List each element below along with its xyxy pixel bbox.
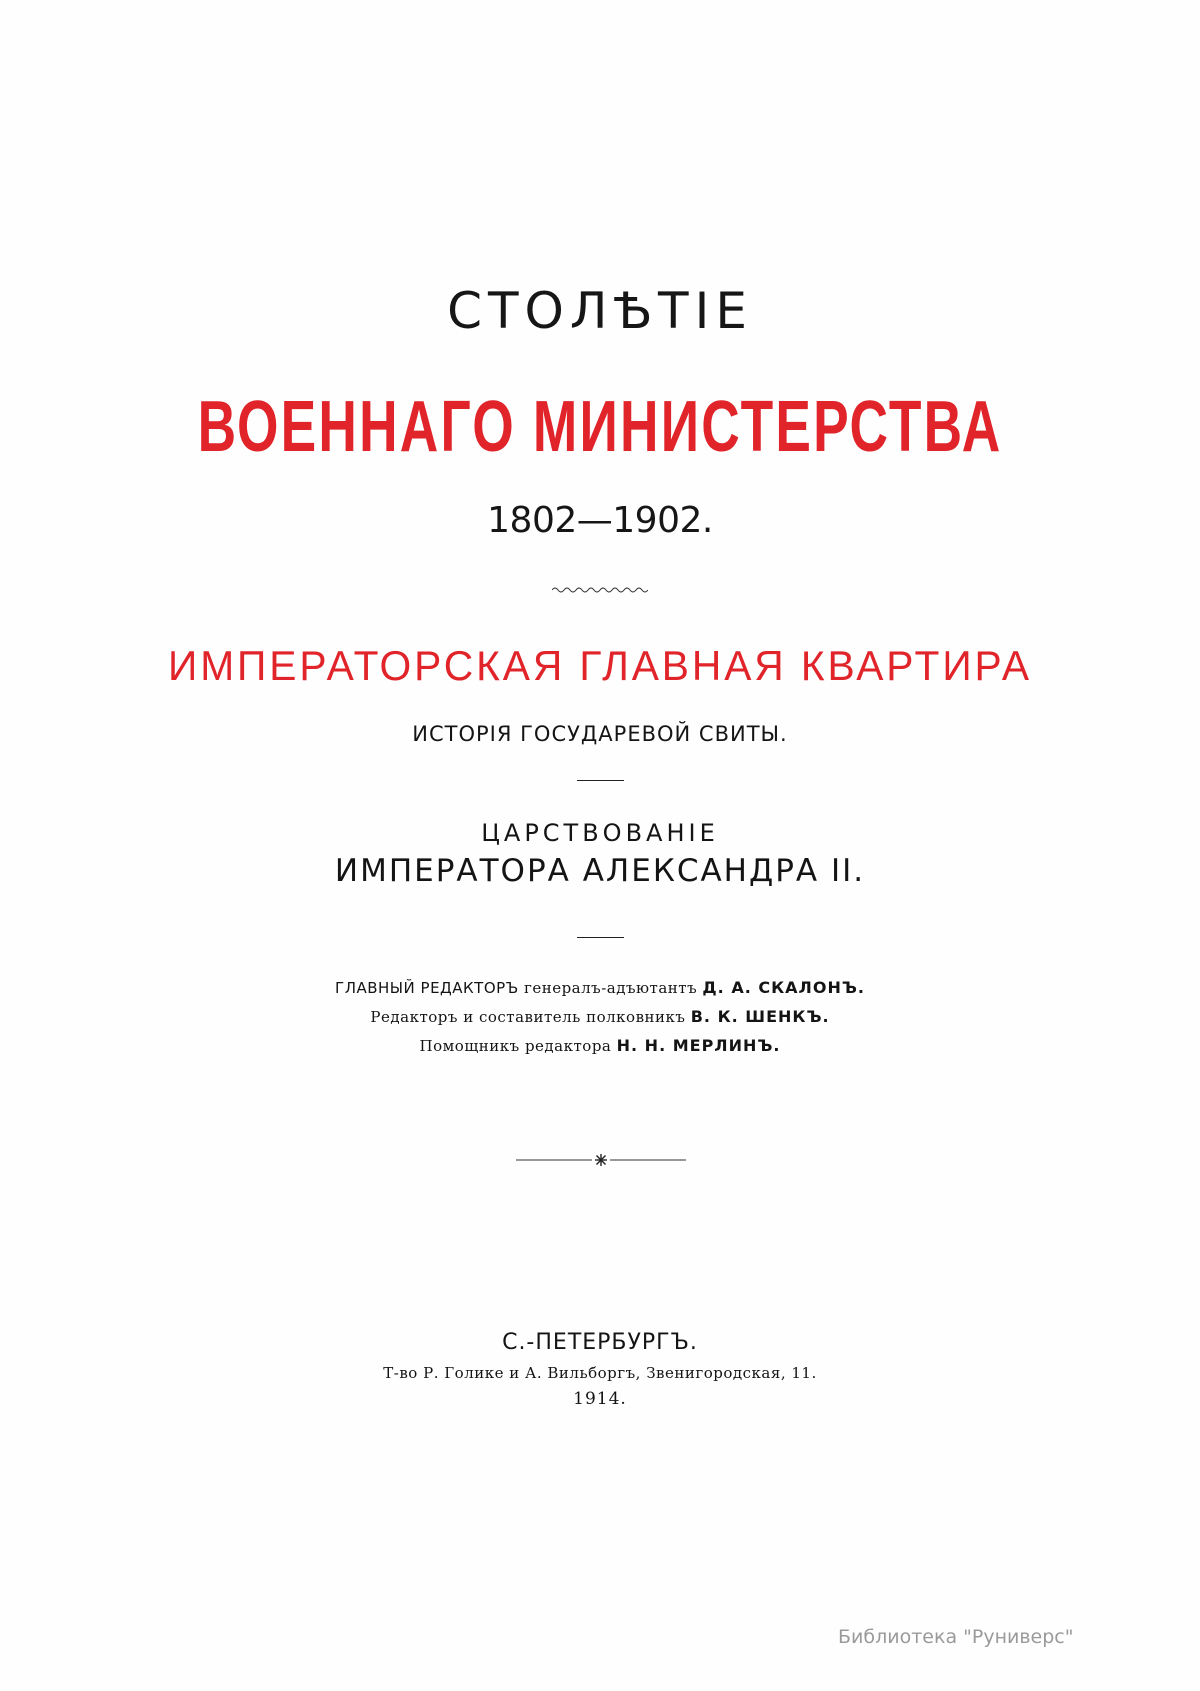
wavy-divider	[552, 586, 648, 594]
imprint-publisher: Т-во Р. Голике и А. Вильборгъ, Звенигородская, 11.	[383, 1364, 817, 1382]
star-icon	[595, 1154, 607, 1166]
title-years: 1802—1902.	[487, 500, 713, 541]
reign-line-1: ЦАРСТВОВАНIE	[481, 819, 719, 847]
credit-assistant	[0, 1036, 1200, 1055]
credit-role: Редакторъ и составитель	[370, 1008, 581, 1026]
divider-rule	[577, 780, 624, 781]
subtitle: ИМПЕРАТОРСКАЯ ГЛАВНАЯ КВАРТИРА	[168, 642, 1032, 689]
credit-rank: полковникъ	[586, 1008, 686, 1026]
star-ornament-divider	[516, 1152, 686, 1168]
credit-role: Помощникъ редактора	[419, 1037, 612, 1055]
divider-rule	[577, 937, 624, 938]
title-line-2: ВОЕННАГО МИНИСТЕРСТВА	[197, 387, 1003, 467]
imprint-city: С.-ПЕТЕРБУРГЪ.	[502, 1330, 698, 1355]
credit-name: Д. А. СКАЛОНЪ.	[702, 978, 865, 997]
imprint-year: 1914.	[573, 1389, 627, 1409]
credit-editor	[0, 1007, 1200, 1026]
credit-role: ГЛАВНЫЙ РЕДАКТОРЪ	[335, 979, 519, 997]
credit-name: Н. Н. МЕРЛИНЪ.	[616, 1036, 781, 1055]
library-watermark: Библиотека "Руниверс"	[838, 1626, 1074, 1648]
subtitle-note: ИСТОРIЯ ГОСУДАРЕВОЙ СВИТЫ.	[412, 722, 788, 746]
credit-name: В. К. ШЕНКЪ.	[690, 1007, 830, 1026]
title-line-1: СТОЛѢТIE	[447, 282, 753, 340]
reign-line-2: ИМПЕРАТОРА АЛЕКСАНДРА II.	[334, 853, 866, 889]
credit-rank: генералъ-адъютантъ	[523, 979, 698, 997]
credit-chief-editor	[0, 978, 1200, 997]
